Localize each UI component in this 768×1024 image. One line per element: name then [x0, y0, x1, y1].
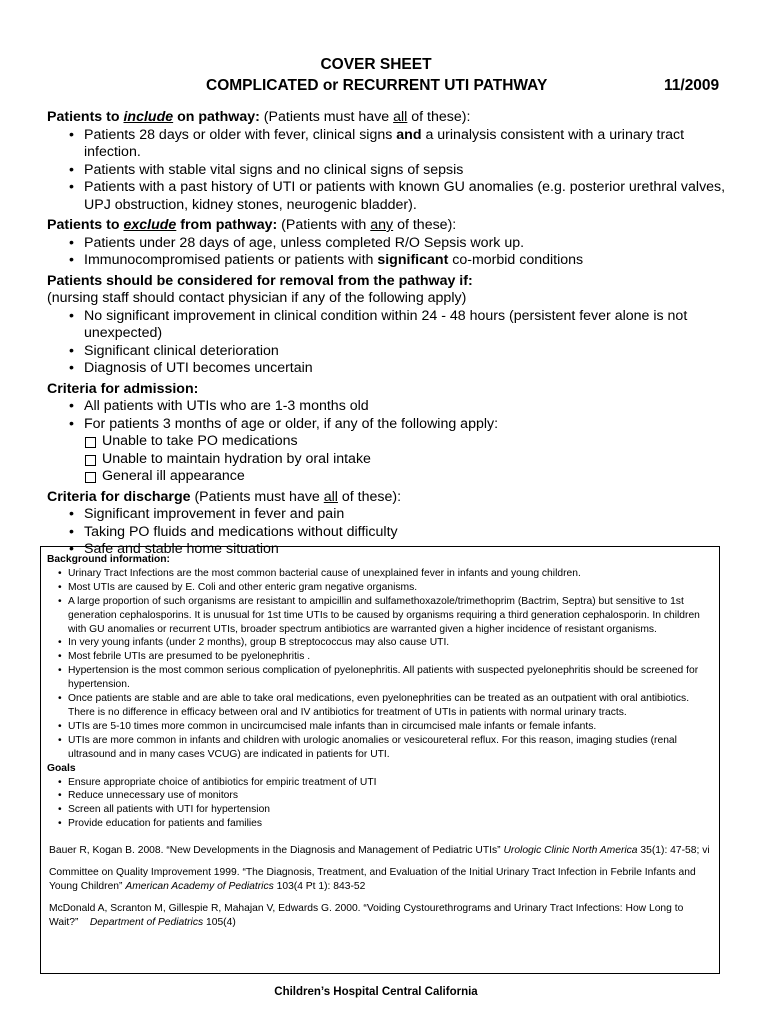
include-section — [47, 109, 737, 214]
exclude-heading-suffix: from pathway: — [176, 217, 278, 233]
admission-list — [47, 398, 737, 433]
include-item-text: Patients 28 days or older with fever, clinical signs — [84, 126, 397, 143]
removal-heading: Patients should be considered for removal from the pathway if: — [47, 272, 473, 289]
exclude-section — [47, 217, 737, 270]
exclude-note-underline: any — [370, 217, 394, 233]
reference-citation: 105(4) — [203, 917, 236, 929]
include-item-bold: and — [396, 126, 422, 143]
list-item: • Hypertension is the most common serious complication of pyelonephritis. All patients with suspected pyelonephritis should be screened for hypertension. — [47, 664, 713, 692]
include-heading — [47, 109, 737, 127]
discharge-note-suffix: of these): — [337, 488, 402, 505]
discharge-note-underline: all — [323, 488, 338, 505]
list-item: • UTIs are 5-10 times more common in uncircumcised male infants than in circumcised male infants or female infants. — [47, 720, 713, 734]
list-item: • Ensure appropriate choice of antibiotics for empiric treatment of UTI — [47, 776, 713, 790]
removal-list — [47, 308, 737, 378]
checkbox-item: Unable to take PO medications — [47, 433, 737, 451]
list-item: • Reduce unnecessary use of monitors — [47, 789, 713, 803]
discharge-heading-text: Criteria for discharge — [47, 488, 191, 505]
goals-list — [47, 776, 713, 832]
list-item: • Significant clinical deterioration — [47, 343, 737, 361]
reference-journal: American Academy of Pediatrics — [125, 881, 274, 893]
reference-journal: Urologic Clinic North America — [503, 845, 638, 857]
list-item: • Patients under 28 days of age, unless completed R/O Sepsis work up. — [47, 235, 737, 253]
list-item: • Patients with a past history of UTI or patients with known GU anomalies (e.g. posterior urethral valves, UPJ obstruction, kidney stones, neurogenic bladder). — [47, 179, 737, 214]
discharge-heading — [47, 489, 737, 507]
exclude-heading — [47, 217, 737, 235]
list-item: • Significant improvement in fever and pain — [47, 506, 737, 524]
list-item: • Safe and stable home situation — [47, 541, 737, 559]
exclude-item-text: Immunocompromised patients or patients with — [84, 252, 378, 268]
list-item: • Once patients are stable and are able to take oral medications, even pyelonephrities can be treated as an outpatient with oral antibiotics. There is no difference in efficacy between oral and IV antibiotics for treatment of UTIs in patients with normal urinary tracts. — [47, 692, 713, 720]
reference-citation: 103(4 Pt 1): 843-52 — [273, 881, 366, 893]
exclude-item-suffix: co-morbid conditions — [448, 252, 584, 268]
list-item: • Most febrile UTIs are presumed to be pyelonephritis . — [47, 650, 713, 664]
list-item: • Provide education for patients and families — [47, 817, 713, 831]
include-note-text: (Patients must have — [259, 109, 394, 125]
list-item: • In very young infants (under 2 months), group B streptococcus may also cause UTI. — [47, 636, 713, 650]
exclude-list — [47, 235, 737, 270]
exclude-heading-text: Patients to — [47, 217, 124, 233]
reference-citation: 35(1): 47-58; vi — [637, 845, 710, 857]
checkbox-item: General ill appearance — [47, 468, 737, 486]
list-item: • UTIs are more common in infants and children with urologic anomalies or vesicoureteral reflux. For this reason, imaging studies (renal ultrasound and in many cases VCUG) are indicated in patients for UTI. — [47, 734, 713, 762]
references — [47, 844, 713, 930]
include-item-suffix: a urinalysis consistent with a urinary tract infection. — [84, 126, 685, 160]
exclude-note-text: (Patients with — [277, 217, 371, 233]
list-item: • No significant improvement in clinical condition within 24 - 48 hours (persistent fever alone is not unexpected) — [47, 308, 737, 343]
exclude-note-suffix: of these): — [393, 217, 457, 233]
hospital-footer: Children’s Hospital Central California — [274, 986, 478, 998]
list-item: • Most UTIs are caused by E. Coli and other enteric gram negative organisms. — [47, 581, 713, 595]
pathway-title: COMPLICATED or RECURRENT UTI PATHWAY — [206, 77, 548, 94]
include-heading-emphasis: include — [123, 109, 174, 125]
include-heading-suffix: on pathway: — [173, 109, 260, 125]
list-item: • For patients 3 months of age or older, if any of the following apply: — [47, 416, 737, 434]
reference-3 — [49, 902, 713, 930]
list-item: • Diagnosis of UTI becomes uncertain — [47, 360, 737, 378]
list-item: • Taking PO fluids and medications without difficulty — [47, 524, 737, 542]
reference-2 — [49, 866, 713, 894]
list-item — [47, 252, 737, 270]
background-box — [40, 546, 720, 974]
background-list — [47, 567, 713, 762]
checkbox-item: Unable to maintain hydration by oral intake — [47, 451, 737, 469]
reference-text: Bauer R, Kogan B. 2008. “New Developments in the Diagnosis and Management of Pediatric UTIs” — [49, 845, 504, 857]
include-note-underline: all — [393, 109, 408, 125]
background-heading: Background information: — [47, 554, 170, 565]
document-date: 11/2009 — [664, 77, 720, 94]
admission-checklist — [47, 433, 737, 486]
reference-1 — [49, 844, 713, 858]
admission-section — [47, 381, 737, 486]
removal-section — [47, 273, 737, 378]
list-item: • Urinary Tract Infections are the most common bacterial cause of unexplained fever in infants and young children. — [47, 567, 713, 581]
include-heading-note — [260, 109, 471, 125]
include-note-suffix: of these): — [407, 109, 471, 125]
exclude-heading-note — [277, 217, 456, 233]
exclude-heading-emphasis: exclude — [123, 217, 177, 233]
list-item: • A large proportion of such organisms are resistant to ampicillin and sulfamethoxazole/trimethoprim (Bactrim, Septra) but sensitive to 1st generation cephalosporins. It is unusual for 1st time UTIs to be caused by organisms requiring a third generation cephalosporin. In children with GU anomalies or recurrent UTIs, broader spectrum antibiotics are warranted given a higher incidence of resistant organisms. — [47, 595, 713, 637]
discharge-heading-note — [191, 489, 402, 505]
include-heading-text: Patients to — [47, 109, 124, 125]
pathway-criteria — [47, 109, 737, 562]
list-item: • All patients with UTIs who are 1-3 months old — [47, 398, 737, 416]
reference-journal: Department of Pediatrics — [89, 917, 204, 929]
exclude-item-bold: significant — [377, 252, 449, 268]
list-item — [47, 127, 737, 162]
reference-text: McDonald A, Scranton M, Gillespie R, Mahajan V, Edwards G. 2000. “Voiding Cystourethrograms and Urinary Tract Infections: How Long to Wait?” — [49, 903, 687, 929]
cover-sheet-heading: COVER SHEET — [320, 56, 432, 73]
goals-heading: Goals — [47, 762, 76, 774]
admission-heading: Criteria for admission: — [47, 380, 199, 397]
include-list — [47, 127, 737, 215]
list-item: • Screen all patients with UTI for hypertension — [47, 803, 713, 817]
reference-text: Committee on Quality Improvement 1999. “The Diagnosis, Treatment, and Evaluation of the Initial Urinary Tract Infection in Febrile Infants and Young Children” — [49, 867, 696, 893]
discharge-note-text: (Patients must have — [190, 488, 324, 505]
list-item: • Patients with stable vital signs and no clinical signs of sepsis — [47, 162, 737, 180]
removal-note: (nursing staff should contact physician if any of the following apply) — [47, 290, 467, 306]
